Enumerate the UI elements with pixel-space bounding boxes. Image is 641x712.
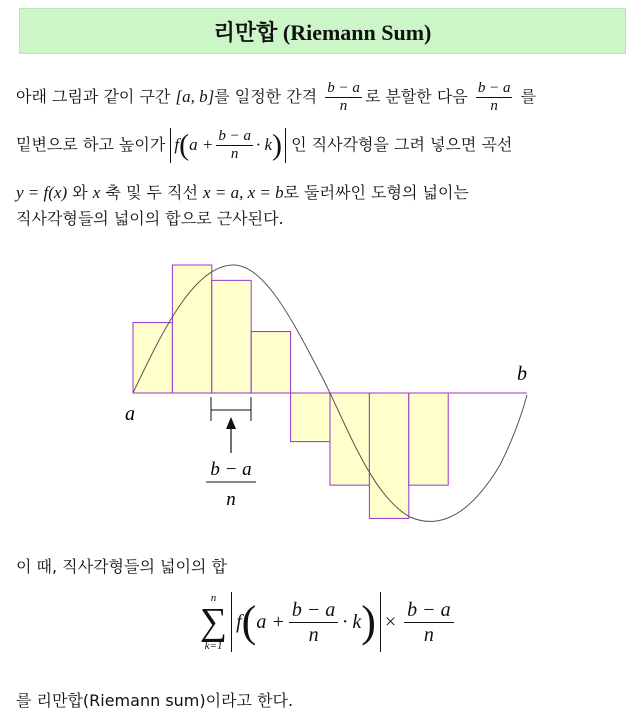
title-banner [19,8,626,54]
page-title: 리만합 (Riemann Sum) [213,19,432,45]
text: 로 둘러싸인 도형의 넓이는 [283,183,469,202]
intro-line-2 [16,128,512,163]
text: 인 직사각형을 그려 넣으면 곡선 [291,135,513,154]
sum-text: 이 때, 직사각형들의 넓이의 합 [16,557,227,576]
riemann-rectangle [172,265,211,393]
width-fraction: $\frac{b - a}{n}$ [404,598,454,647]
riemann-rectangle [330,393,369,485]
text: 밑변으로 하고 높이가 [16,135,166,154]
riemann-rectangle [409,393,448,485]
text: 로 분할한 다음 [364,87,468,106]
riemann-rectangle [212,280,251,393]
text: 를 일정한 간격 [214,87,318,106]
label-b: b [517,363,527,385]
abs-expression: f ( a + $\frac{b - a}{n}$ · k ) [231,592,381,652]
function-eq: y = f(x) [16,183,68,202]
riemann-rectangle [133,323,172,393]
text: 아래 그림과 같이 구간 [16,87,171,106]
lines-eq: x = a, x = b [203,183,284,202]
fraction-width-2: $\frac{b - a}{n}$ [477,80,511,114]
height-expression: f(a + $\frac{b - a}{n}$ · k) [170,128,286,163]
width-denominator: n [226,489,236,510]
riemann-figure [0,225,641,555]
sigma: n ∑ k=1 [200,592,228,652]
arrow-up-icon [226,417,236,429]
intro-line-4: 직사각형들의 넓이의 합으로 근사된다. [16,209,284,228]
text: 를 [520,87,537,106]
text: 와 [72,183,88,202]
closing-text: 를 리만합(Riemann sum)이라고 한다. [16,691,294,710]
width-numerator: b − a [210,459,252,480]
intro-line-3 [16,180,469,203]
label-a: a [125,403,135,425]
riemann-rectangle [251,332,290,393]
fraction-width: $\frac{b - a}{n}$ [327,80,360,114]
x-var: x [92,183,101,202]
riemann-sum-formula [200,592,458,652]
interval: [a, b] [175,87,215,106]
intro-line-1 [16,80,536,115]
riemann-rectangle [291,393,330,442]
text: 축 및 두 직선 [105,183,198,202]
times-sign: × [384,610,397,633]
